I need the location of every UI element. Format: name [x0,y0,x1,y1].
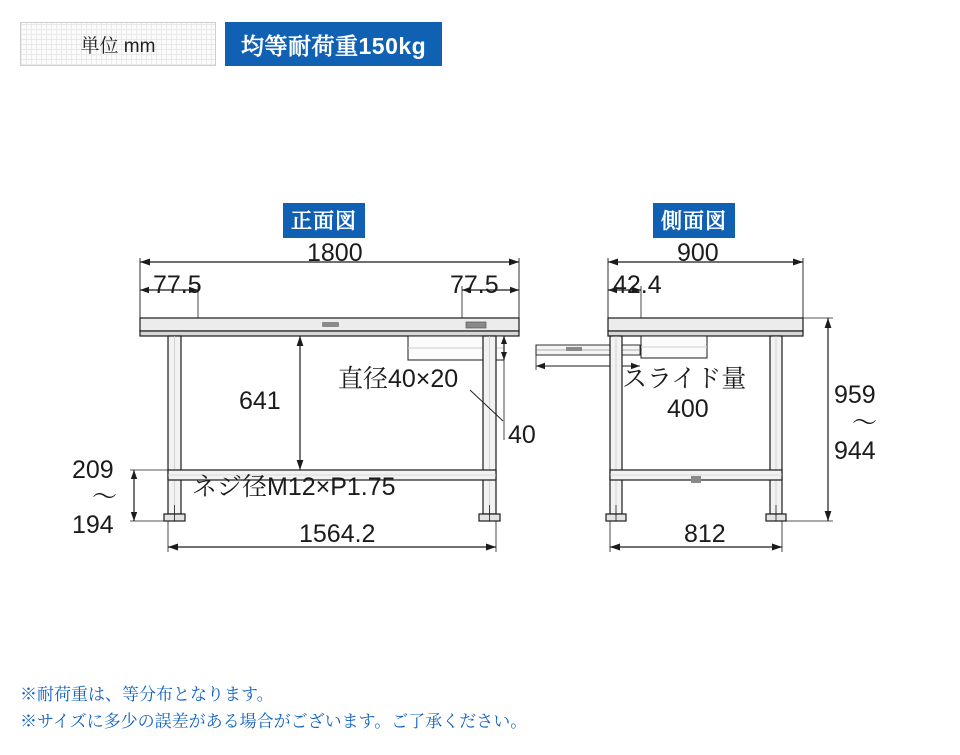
front-right-inset-label: 77.5 [450,271,499,299]
drawer-height-label: 40 [508,421,536,449]
side-height-lower-label: 944 [834,437,876,465]
front-width-label: 1800 [307,239,363,267]
front-view-title: 正面図 [283,203,365,238]
drawer-diameter-note: 直径40×20 [338,365,459,393]
front-left-inset-label: 77.5 [153,271,202,299]
load-capacity-label: 均等耐荷重150kg [241,32,427,59]
unit-label: 単位 mm [80,35,156,57]
adjuster-tilde: 〜 [92,483,118,511]
side-front-inset-label: 42.4 [613,271,662,299]
side-depth-label: 900 [677,239,719,267]
side-height-upper-label: 959 [834,381,876,409]
front-foot-span-label: 1564.2 [299,520,376,548]
slide-amount-label: スライド量 [622,365,747,393]
adjuster-lower-label: 194 [72,511,114,539]
side-height-tilde: 〜 [852,409,878,437]
adjuster-upper-label: 209 [72,456,114,484]
side-view-title: 側面図 [653,203,735,238]
note-load-distribution: ※耐荷重は、等分布となります。 [20,685,274,704]
slide-amount-value: 400 [667,395,709,423]
note-size-tolerance: ※サイズに多少の誤差がある場合がございます。ご了承ください。 [20,712,528,731]
screw-spec-note: ネジ径M12×P1.75 [192,473,396,501]
side-foot-span-label: 812 [684,520,726,548]
front-height-label: 641 [239,387,281,415]
